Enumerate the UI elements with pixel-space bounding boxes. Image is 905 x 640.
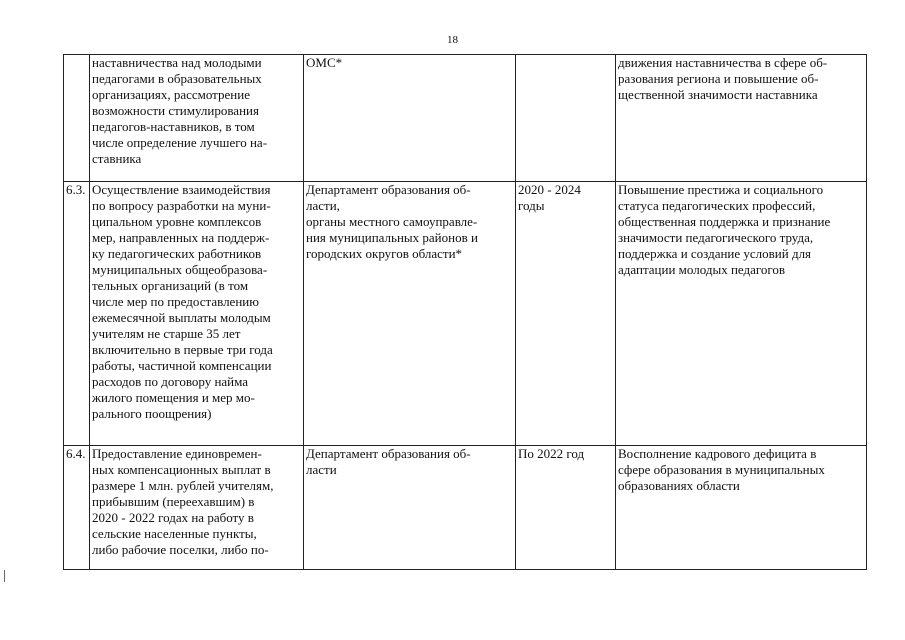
scan-margin-mark [4, 570, 11, 582]
executors-cell [304, 182, 516, 446]
term-line: По 2022 год [518, 446, 585, 461]
result-line: Восполнение кадрового дефицита в [618, 446, 817, 461]
executor-line: Департамент образования об- [306, 182, 471, 197]
event-line: ставника [92, 151, 142, 166]
table-row [64, 182, 867, 446]
event-cell [90, 446, 304, 570]
event-line: ежемесячной выплаты молодым [92, 310, 271, 325]
executors-cell [304, 55, 516, 182]
event-line: 2020 - 2022 годах на работу в [92, 510, 254, 525]
event-line: Предоставление единовремен- [92, 446, 262, 461]
term-line: 2020 - 2024 [518, 182, 581, 197]
event-cell [90, 55, 304, 182]
event-line: возможности стимулирования [92, 103, 259, 118]
event-line: числе определение лучшего на- [92, 135, 268, 150]
event-line: работы, частичной компенсации [92, 358, 272, 373]
event-line: жилого помещения и мер мо- [92, 390, 255, 405]
table-row [64, 446, 867, 570]
event-line: Осуществление взаимодействия [92, 182, 271, 197]
page-number: 18 [447, 34, 458, 46]
row-number-cell [64, 182, 90, 446]
event-line: наставничества над молодыми [92, 55, 262, 70]
result-line: разования региона и повышение об- [618, 71, 819, 86]
measures-table [63, 54, 867, 570]
event-line: сельские населенные пункты, [92, 526, 257, 541]
executor-line: Департамент образования об- [306, 446, 471, 461]
result-cell [616, 182, 867, 446]
event-line: ципальном уровне комплексов [92, 214, 262, 229]
event-line: рального поощрения) [92, 406, 212, 421]
event-line: педагогов-наставников, в том [92, 119, 255, 134]
executors-cell [304, 446, 516, 570]
result-line: образованиях области [618, 478, 740, 493]
term-cell [516, 182, 616, 446]
executor-line: ния муниципальных районов и [306, 230, 478, 245]
result-line: движения наставничества в сфере об- [618, 55, 828, 70]
event-line: числе мер по предоставлению [92, 294, 259, 309]
result-cell [616, 446, 867, 570]
executor-line: городских округов области* [306, 246, 463, 261]
event-line: учителям не старше 35 лет [92, 326, 241, 341]
event-line: расходов по договору найма [92, 374, 249, 389]
executor-line: ОМС* [306, 55, 343, 70]
row-number: 6.4. [66, 446, 86, 461]
row-number-cell [64, 55, 90, 182]
term-cell [516, 446, 616, 570]
event-line: мер, направленных на поддерж- [92, 230, 270, 245]
event-line: ку педагогических работников [92, 246, 262, 261]
result-line: общественная поддержка и признание [618, 214, 831, 229]
result-cell [616, 55, 867, 182]
row-number-cell [64, 446, 90, 570]
event-line: по вопросу разработки на муни- [92, 198, 271, 213]
result-line: Повышение престижа и социального [618, 182, 824, 197]
event-line: тельных организаций (в том [92, 278, 249, 293]
event-line: либо рабочие поселки, либо по- [92, 542, 269, 557]
result-line: поддержка и создание условий для [618, 246, 812, 261]
term-cell [516, 55, 616, 182]
event-cell [90, 182, 304, 446]
event-line: организациях, рассмотрение [92, 87, 250, 102]
result-line: значимости педагогического труда, [618, 230, 814, 245]
row-number: 6.3. [66, 182, 86, 197]
event-line: муниципальных общеобразова- [92, 262, 268, 277]
result-line: сфере образования в муниципальных [618, 462, 825, 477]
event-line: прибывшим (переехавшим) в [92, 494, 255, 509]
event-line: ных компенсационных выплат в [92, 462, 271, 477]
executor-line: ласти, [306, 198, 340, 213]
result-line: статуса педагогических профессий, [618, 198, 816, 213]
executor-line: органы местного самоуправле- [306, 214, 478, 229]
executor-line: ласти [306, 462, 337, 477]
event-line: размере 1 млн. рублей учителям, [92, 478, 274, 493]
result-line: щественной значимости наставника [618, 87, 818, 102]
event-line: включительно в первые три года [92, 342, 273, 357]
event-line: педагогами в образовательных [92, 71, 262, 86]
table-row [64, 55, 867, 182]
term-line: годы [518, 198, 545, 213]
result-line: адаптации молодых педагогов [618, 262, 786, 277]
